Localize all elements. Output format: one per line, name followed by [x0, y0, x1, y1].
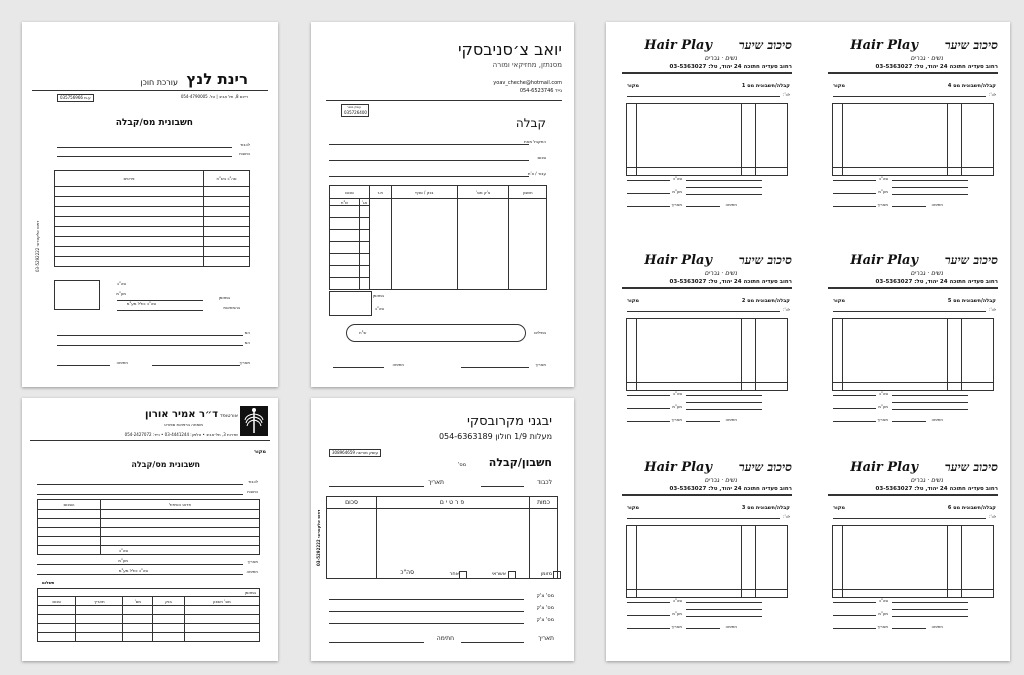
- receipt-form-amir: [22, 398, 278, 661]
- receipt-title: קבלה/חשבונית מס 1: [741, 83, 790, 89]
- date-label: תאריך: [428, 479, 444, 486]
- total-label: סה"כ: [374, 306, 384, 311]
- to-label: לכבוד: [240, 142, 250, 147]
- payments-table: [329, 185, 547, 290]
- total-label: סה"כ: [878, 598, 888, 603]
- brand-tag: נשים · גברים: [704, 477, 737, 484]
- brand-he: סיכוב שיער: [944, 253, 998, 267]
- original-label: מקור: [833, 83, 846, 89]
- vat-badge: ע.מ 035756966: [57, 94, 94, 102]
- to-label: לכ':: [783, 307, 790, 312]
- signature-label: חתימה: [725, 624, 737, 629]
- to-label: לכ':: [989, 92, 996, 97]
- address: רחוב סעדיה חתוכה 24 יהוד, טל: 03-5363027: [875, 279, 998, 285]
- business-address: ריינס 8, תל אביב | טל. 054-4790005: [180, 94, 248, 99]
- brand-en: Hair Play: [644, 460, 712, 475]
- brand-en: Hair Play: [644, 38, 712, 53]
- badge-number: 035726400: [344, 110, 367, 115]
- col-shekel: ש"ח: [330, 199, 360, 206]
- hairplay-receipt: [622, 459, 792, 659]
- address: רחוב סעדיה חתוכה 24 יהוד, טל: 03-5363027: [669, 279, 792, 285]
- in-words-label: במילים: [534, 330, 546, 335]
- business-name: רינת לנץ: [186, 70, 248, 88]
- pay-other-box[interactable]: [459, 571, 467, 579]
- col-amount: סה"כ בש"ח: [204, 171, 250, 187]
- brand-tag: נשים · גברים: [704, 55, 737, 62]
- vat-label: מע"מ: [118, 558, 128, 563]
- vat-label: מע"מ: [672, 404, 682, 409]
- col-quantity: כמות: [530, 497, 558, 509]
- doctor-address: שדרות 3, תל-אביב • טלפון: 03-4441244 • נייד: 054-2427072: [124, 432, 238, 437]
- signature-label: חתימה: [931, 202, 943, 207]
- items-table: [832, 103, 994, 176]
- doc-no-label: מס': [457, 462, 466, 468]
- to-label: לכ':: [783, 514, 790, 519]
- brand-he: סיכוב שיער: [944, 460, 998, 474]
- signature-label: חתימה: [725, 417, 737, 422]
- date-label: תאריך: [671, 202, 682, 207]
- brand-en: Hair Play: [850, 460, 918, 475]
- payment-label: תשלום: [42, 580, 55, 585]
- receipt-sheet-hairplay: [606, 22, 1010, 661]
- doctor-name: ד״ר אמיר אורון: [144, 409, 218, 420]
- amount-words-box[interactable]: [346, 324, 526, 342]
- total-label: סה"כ: [118, 548, 128, 553]
- col-details: פרטים: [377, 497, 530, 509]
- received-from-label: התקבל מאת: [524, 139, 546, 144]
- pay-other-label: אחר: [449, 571, 459, 577]
- address: רחוב סעדיה חתוכה 24 יהוד, טל: 03-5363027: [669, 64, 792, 70]
- date-label-2: תאריך: [538, 635, 554, 642]
- total-label: סה"כ: [672, 598, 682, 603]
- shekel-label: ש"ח: [359, 330, 367, 335]
- receipt-title: קבלה/חשבונית מס 5: [947, 298, 996, 304]
- brand-tag: נשים · גברים: [910, 477, 943, 484]
- signature-label: חתימה: [931, 624, 943, 629]
- original-label: מקור: [627, 298, 640, 304]
- signature-label: חתימה: [246, 569, 258, 574]
- signature-label: חתימה: [725, 202, 737, 207]
- vat-label: מע"מ: [672, 189, 682, 194]
- address: רחוב סעדיה חתוכה 24 יהוד, טל: 03-5363027: [875, 64, 998, 70]
- date-label: תאריך: [877, 417, 888, 422]
- address: רחוב סעדיה חתוכה 24 יהוד, טל: 03-5363027: [875, 486, 998, 492]
- hairplay-receipt: [622, 252, 792, 452]
- to-label: לכבוד: [537, 479, 552, 486]
- col-sum: סכום: [327, 497, 377, 509]
- col-treatment: פרוט הטיפול: [101, 500, 260, 510]
- hairplay-receipt: [828, 459, 998, 659]
- phone: נייד 054-6523746: [519, 88, 562, 94]
- treatment-table: [37, 499, 260, 555]
- skeleton-logo: [240, 406, 268, 436]
- address-label: כתובת: [247, 489, 258, 494]
- checks-label: בהמחאות: [223, 305, 240, 310]
- business-name: יואב צ׳סניבסקי: [457, 40, 562, 59]
- receipt-title: קבלה/חשבונית מס 2: [741, 298, 790, 304]
- email[interactable]: yoav_cheche@hotmail.com: [493, 80, 562, 86]
- grand-total-label: סה"כ כולל מע"מ: [126, 301, 156, 306]
- badge-label: עוסק פטור: [347, 105, 362, 109]
- to-label: לכ':: [783, 92, 790, 97]
- items-table: [832, 318, 994, 391]
- date-label: תאריך: [877, 624, 888, 629]
- col-account: חשבון: [509, 186, 547, 199]
- col-bank: בנק / סניף: [391, 186, 457, 199]
- col-number: מס': [123, 597, 153, 606]
- doc-title: קבלה: [515, 116, 546, 130]
- original-label: מקור: [627, 83, 640, 89]
- business-title: עורכת חוכן: [140, 78, 178, 87]
- address-label: כתובת: [239, 151, 250, 156]
- col-sum: סכום: [330, 186, 370, 199]
- to-label: לכבוד: [248, 479, 258, 484]
- original-label: מקור: [833, 505, 846, 511]
- brand-tag: נשים · גברים: [704, 270, 737, 277]
- brand-he: סיכוב שיער: [738, 253, 792, 267]
- sum-label: סכום: [537, 155, 546, 160]
- check-row-2: מס' צ'ק: [536, 605, 554, 611]
- receipt-title: קבלה/חשבונית מס 4: [947, 83, 996, 89]
- to-label: לכ':: [989, 307, 996, 312]
- cash-label: במזומן: [218, 295, 230, 300]
- signature-label: חתימה: [931, 417, 943, 422]
- doctor-specialty: אורטופד: [220, 413, 238, 419]
- date-label: תאריך: [247, 559, 258, 564]
- receipt-form-yoav: [311, 22, 574, 387]
- dealer-badge: עוסק מורשה 308964659: [329, 449, 381, 457]
- signature-label: חתימה: [116, 360, 128, 365]
- business-name: יבגני מקרובסקי: [466, 414, 552, 429]
- printer-credit: דפוס אלקטרוני 03-5292222: [35, 220, 40, 272]
- receipt-form-evgeni: [311, 398, 574, 661]
- date-label: תאריך: [671, 417, 682, 422]
- brand-en: Hair Play: [644, 253, 712, 268]
- brand-tag: נשים · גברים: [910, 270, 943, 277]
- vat-label: מע"מ: [878, 404, 888, 409]
- check-label-2: המ: [244, 340, 250, 345]
- cash-label: במזומן: [372, 293, 384, 298]
- vat-label: מע"מ: [878, 611, 888, 616]
- col-bank: בנק: [153, 597, 184, 606]
- total-label: סה"כ: [878, 391, 888, 396]
- col-account-no: מס' חשבון: [184, 597, 259, 606]
- pay-cash-box[interactable]: [553, 571, 561, 579]
- printer-credit: דפוס אלקטרוני 03-5292222: [316, 509, 321, 566]
- col-amount: הסכום: [38, 500, 101, 510]
- original-label: מקור: [833, 298, 846, 304]
- pay-credit-label: אשראי: [491, 571, 506, 577]
- col-id: ת.ז: [370, 186, 392, 199]
- original-label: מקור: [253, 449, 266, 455]
- doc-title: חשבונית מס/קבלה: [131, 460, 200, 469]
- hairplay-receipt: [622, 37, 792, 237]
- items-table: [326, 496, 558, 579]
- vat-label: מע"מ: [116, 291, 126, 296]
- payment-table: [37, 588, 260, 642]
- total-label: סה"כ: [672, 391, 682, 396]
- exempt-badge: [341, 104, 369, 117]
- original-label: מקור: [627, 505, 640, 511]
- grand-total-label: סה"כ כולל מע"מ: [118, 568, 148, 573]
- total-label: סה"כ: [878, 176, 888, 181]
- brand-tag: נשים · גברים: [910, 55, 943, 62]
- hairplay-receipt: [828, 37, 998, 237]
- check-row-1: מס' צ'ק: [536, 593, 554, 599]
- brand-he: סיכוב שיער: [944, 38, 998, 52]
- hairplay-receipt: [828, 252, 998, 452]
- signature-label: חתימה: [392, 362, 404, 367]
- pay-cash-label: מזומן: [540, 571, 552, 577]
- brand-he: סיכוב שיער: [738, 460, 792, 474]
- date-label: תאריך: [671, 624, 682, 629]
- check-row-3: מס' צ'ק: [536, 617, 554, 623]
- total-label: סה"כ: [400, 569, 414, 576]
- col-details: פרטים: [55, 171, 204, 187]
- for-label: עבור / צ'ת: [527, 171, 546, 176]
- date-label: תאריך: [239, 360, 250, 365]
- items-table: [626, 103, 788, 176]
- cash-label: במזומן: [38, 589, 260, 597]
- vat-label: מע"מ: [878, 189, 888, 194]
- doctor-desc: מומחה ברפואת ספורט: [164, 422, 203, 427]
- doc-title: חשבונית מס/קבלה: [115, 118, 193, 128]
- items-table: [626, 525, 788, 598]
- col-agorot: אג': [360, 199, 370, 206]
- date-label: תאריך: [535, 362, 546, 367]
- vat-label: מע"מ: [672, 611, 682, 616]
- total-label: סה"כ: [116, 281, 126, 286]
- receipt-form-rinat: [22, 22, 278, 387]
- business-subtitle: מסנתזן, מחזיקאי ומורה: [492, 61, 562, 69]
- col-check: צ'ק מס': [457, 186, 509, 199]
- date-label: תאריך: [877, 202, 888, 207]
- to-label: לכ':: [989, 514, 996, 519]
- items-table: [832, 525, 994, 598]
- business-address: מעלות 1/9 חולון 054-6363189: [438, 432, 552, 441]
- pay-credit-box[interactable]: [508, 571, 516, 579]
- signature-label: חתימה: [436, 635, 454, 642]
- address: רחוב סעדיה חתוכה 24 יהוד, טל: 03-5363027: [669, 486, 792, 492]
- total-label: סה"כ: [672, 176, 682, 181]
- brand-en: Hair Play: [850, 253, 918, 268]
- brand-en: Hair Play: [850, 38, 918, 53]
- receipt-title: קבלה/חשבונית מס 3: [741, 505, 790, 511]
- doc-title: חשבון/קבלה: [488, 456, 552, 469]
- brand-he: סיכוב שיער: [738, 38, 792, 52]
- col-date: תאריך: [76, 597, 123, 606]
- items-table: [54, 170, 250, 267]
- check-label: המ: [244, 330, 250, 335]
- receipt-title: קבלה/חשבונית מס 6: [947, 505, 996, 511]
- col-sum: סכום: [38, 597, 76, 606]
- items-table: [626, 318, 788, 391]
